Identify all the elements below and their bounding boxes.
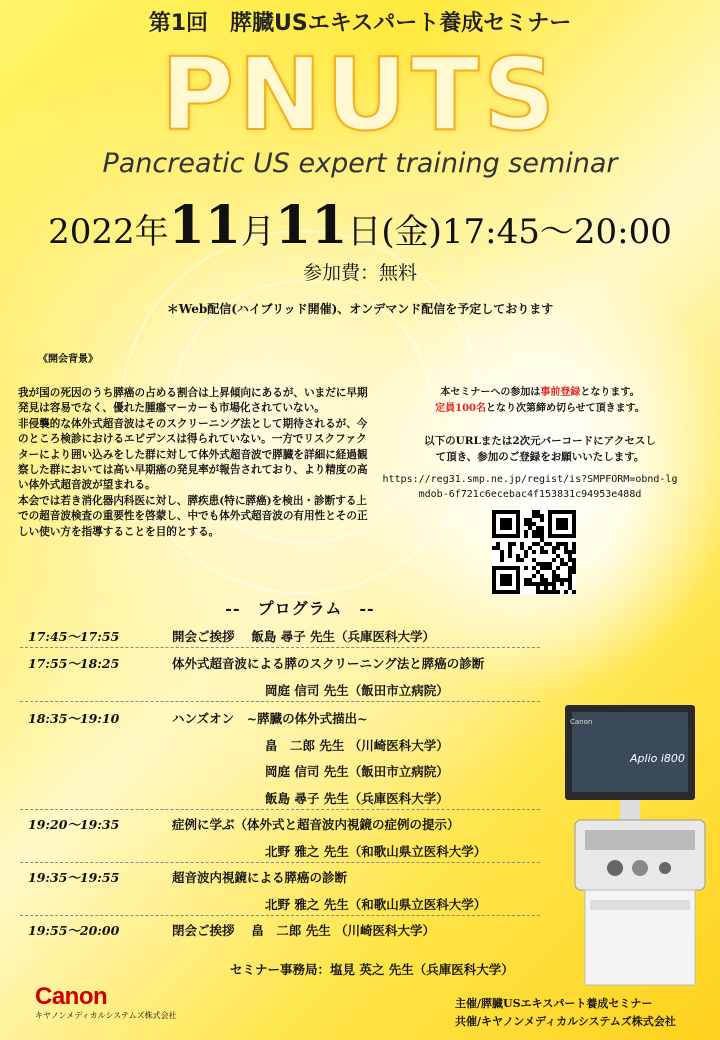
program-time: 17:55～18:25 [28, 656, 120, 671]
program-item: 超音波内視鏡による膵癌の診断 [172, 870, 348, 885]
background-paragraph: 非侵襲的な体外式超音波はそのスクリーニング法として期待されるが、今のところ検診におけるエビデンスは得られていない。一方でリスクファクターにより囲い込みをした群に対して体外式超音波で膵臓を詳細に経過観察した群においては高い早期癌の発見率が報告されており、より精度の高い体外式超音波が望まれる。 [18, 417, 368, 492]
program-item: 北野 雅之 先生（和歌山県立医科大学） [265, 897, 487, 912]
program-title: -- プログラム -- [225, 599, 375, 618]
device-model: Aplio i800 [630, 752, 685, 765]
program-divider [20, 862, 540, 863]
registration-url[interactable]: https://reg31.smp.ne.jp/regist/is?SMPFORM=obnd-lgmdob-6f721c6ecebac4f153831c94953e488d [382, 474, 678, 500]
program-item: 飯島 尋子 先生（兵庫医科大学） [265, 791, 449, 806]
registration-notice [380, 385, 700, 417]
program-divider [20, 647, 540, 648]
reg-text: 本セミナーへの参加は [440, 387, 541, 398]
program-item: 岡庭 信司 先生（飯田市立病院） [265, 683, 449, 698]
fee: 参加費：無料 [302, 262, 417, 284]
canon-company-name: キヤノンメディカルシステムズ株式会社 [35, 1011, 177, 1020]
ultrasound-machine-icon [560, 700, 715, 990]
program-divider [20, 915, 540, 916]
program-time: 19:35～19:55 [28, 870, 120, 885]
secretariat: セミナー事務局：塩見 英之 先生（兵庫医科大学） [230, 962, 514, 977]
english-title: Pancreatic US expert training seminar [102, 148, 618, 179]
program-divider [20, 809, 540, 810]
program-time: 19:20～19:35 [28, 817, 120, 832]
program-item: 症例に学ぶ（体外式と超音波内視鏡の症例の提示） [172, 817, 460, 832]
program-time: 19:55～20:00 [28, 923, 120, 938]
date-weekday: (金) [381, 212, 442, 252]
program-item: 閉会ご挨拶 畠 二郎 先生 （川崎医科大学） [172, 923, 436, 938]
program-item: ハンズオン ~膵臓の体外式描出~ [172, 711, 368, 726]
cohost: 共催/キヤノンメディカルシステムズ株式会社 [455, 1015, 676, 1028]
qr-code-icon[interactable] [492, 510, 576, 594]
pnuts-logo: PNUTS [160, 36, 560, 153]
background-paragraph: 本会では若き消化器内科医に対し、膵疾患(特に膵癌)を検出・診断する上での超音波検査の重要性を啓蒙し、中でも体外式超音波の有用性とその正しい使い方を指導することを目的とする。 [18, 494, 368, 538]
canon-logo: Canon [35, 983, 108, 1010]
program-time: 17:45～17:55 [28, 629, 120, 644]
background-paragraph: 我が国の死因のうち膵癌の占める割合は上昇傾向にあるが、いまだに早期発見は容易でなく、優れた腫瘍マーカーも市場化されていない。 [18, 387, 368, 415]
program-item: 岡庭 信司 先生（飯田市立病院） [265, 764, 449, 779]
organizer: 主催/膵臓USエキスパート養成セミナー [455, 997, 653, 1010]
date-year: 2022年 [48, 212, 169, 252]
reg-highlight: 事前登録 [540, 387, 581, 398]
reg-text: 以下のURLまたは2次元バーコードにアクセスし [424, 435, 656, 447]
seminar-subtitle: 第1回 膵臓USエキスパート養成セミナー [148, 11, 572, 36]
reg-text: となり次第締め切らせて頂きます。 [485, 403, 645, 414]
date-month: 11 [168, 195, 242, 256]
reg-text: て頂き、参加のご登録をお願いいたします。 [435, 451, 645, 463]
date-day-unit: 日 [347, 212, 382, 252]
program-item: 畠 二郎 先生 （川崎医科大学） [265, 738, 449, 753]
event-date [0, 195, 720, 256]
program-item: 体外式超音波による膵のスクリーニング法と膵癌の診断 [172, 656, 485, 671]
program-item: 開会ご挨拶 飯島 尋子 先生（兵庫医科大学） [172, 629, 436, 644]
background-heading: 《開会背景》 [38, 354, 98, 365]
date-time: 17:45～20:00 [441, 212, 672, 252]
delivery-note: ＊Web配信(ハイブリッド開催)、オンデマンド配信を予定しております [166, 302, 554, 316]
date-day: 11 [275, 195, 348, 256]
program-item: 北野 雅之 先生（和歌山県立医科大学） [265, 844, 487, 859]
program-time: 18:35～19:10 [28, 711, 120, 726]
reg-text: となります。 [580, 387, 640, 398]
registration-instructions [380, 433, 700, 465]
date-month-unit: 月 [241, 212, 276, 252]
reg-highlight: 定員100名 [435, 403, 486, 414]
background-text [18, 386, 368, 540]
program-divider [20, 701, 540, 702]
device-brand: Canon [570, 718, 593, 726]
